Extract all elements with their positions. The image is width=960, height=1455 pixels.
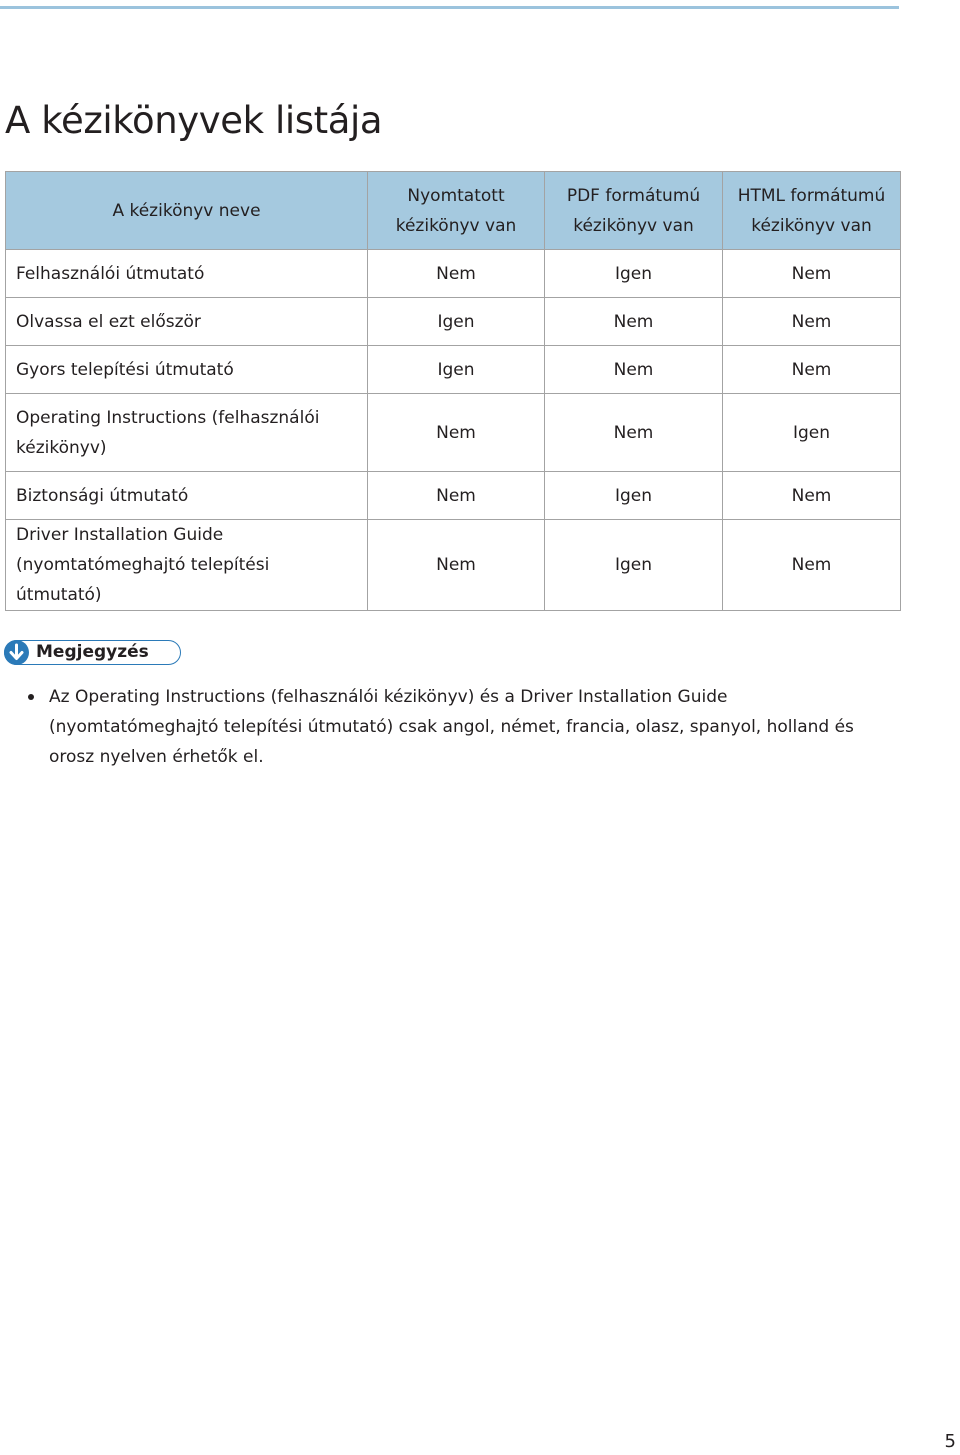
manual-name-cell: Operating Instructions (felhasználói kézikönyv) — [6, 394, 368, 472]
pdf-cell: Nem — [545, 298, 723, 346]
note-item: Az Operating Instructions (felhasználói kézikönyv) és a Driver Installation Guide (nyomtatómeghajtó telepítési útmutató) csak angol, német, francia, olasz, spanyol, holland és orosz nyelven érhetők el. — [49, 682, 879, 772]
pdf-cell: Igen — [545, 250, 723, 298]
table-row — [6, 298, 901, 346]
html-cell: Nem — [723, 346, 901, 394]
table-header-row — [6, 172, 901, 250]
page-title: A kézikönyvek listája — [5, 99, 383, 142]
manual-name-cell: Olvassa el ezt először — [6, 298, 368, 346]
header-printed: Nyomtatott kézikönyv van — [368, 172, 545, 250]
header-html: HTML formátumú kézikönyv van — [723, 172, 901, 250]
html-cell: Nem — [723, 250, 901, 298]
top-rule — [0, 6, 899, 9]
page-number: 5 — [944, 1431, 956, 1452]
note-badge — [4, 640, 181, 665]
note-list — [49, 682, 879, 772]
printed-cell: Igen — [368, 346, 545, 394]
header-pdf: PDF formátumú kézikönyv van — [545, 172, 723, 250]
note-label: Megjegyzés — [36, 642, 149, 662]
html-cell: Nem — [723, 520, 901, 611]
manuals-table — [5, 171, 901, 611]
printed-cell: Nem — [368, 250, 545, 298]
manual-name-cell: Biztonsági útmutató — [6, 472, 368, 520]
manual-name-cell: Driver Installation Guide (nyomtatómeghajtó telepítési útmutató) — [6, 520, 368, 611]
printed-cell: Nem — [368, 394, 545, 472]
header-manual-name: A kézikönyv neve — [6, 172, 368, 250]
printed-cell: Nem — [368, 520, 545, 611]
manual-name-cell: Felhasználói útmutató — [6, 250, 368, 298]
down-arrow-icon — [4, 640, 29, 665]
table-row — [6, 520, 901, 611]
table-row — [6, 346, 901, 394]
html-cell: Nem — [723, 298, 901, 346]
table-row — [6, 250, 901, 298]
pdf-cell: Nem — [545, 346, 723, 394]
printed-cell: Nem — [368, 472, 545, 520]
html-cell: Igen — [723, 394, 901, 472]
manual-name-cell: Gyors telepítési útmutató — [6, 346, 368, 394]
table-row — [6, 472, 901, 520]
pdf-cell: Igen — [545, 520, 723, 611]
pdf-cell: Nem — [545, 394, 723, 472]
html-cell: Nem — [723, 472, 901, 520]
printed-cell: Igen — [368, 298, 545, 346]
pdf-cell: Igen — [545, 472, 723, 520]
table-row — [6, 394, 901, 472]
